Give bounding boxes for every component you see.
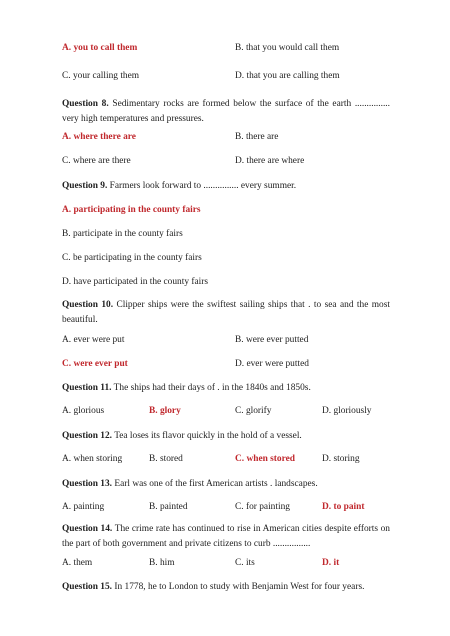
question-label: Question 13. [62, 479, 113, 489]
question-8 [62, 97, 390, 126]
option-a-correct: A. you to call them [62, 43, 138, 53]
option-b: B. were ever putted [235, 335, 309, 345]
option-a: A. ever were put [62, 335, 125, 345]
question-text: The ships had their days of . in the 1840s and 1850s. [111, 383, 311, 393]
option-a-correct: A. where there are [62, 132, 136, 142]
option-a: A. when storing [62, 454, 123, 464]
option-b: B. that you would call them [235, 43, 340, 53]
option-b: B. there are [235, 132, 279, 142]
option-b: B. painted [149, 502, 188, 512]
option-a: A. painting [62, 502, 105, 512]
question-text: Clipper ships were the swiftest sailing ships that . to sea and the most beautiful. [62, 300, 390, 325]
question-text: Farmers look forward to ............... every summer. [107, 181, 297, 191]
option-a: A. them [62, 558, 93, 568]
option-c: C. your calling them [62, 71, 140, 81]
option-b: B. him [149, 558, 175, 568]
question-label: Question 8. [62, 99, 109, 109]
option-d: D. gloriously [322, 406, 372, 416]
question-15 [62, 580, 390, 595]
option-c: C. be participating in the county fairs [62, 253, 202, 263]
option-d: D. have participated in the county fairs [62, 277, 209, 287]
question-text: Sedimentary rocks are formed below the surface of the earth ............... very high temperatures and pressures. [62, 99, 390, 124]
option-d: D. storing [322, 454, 360, 464]
option-d: D. ever were putted [235, 359, 309, 369]
question-label: Question 12. [62, 431, 113, 441]
question-label: Question 9. [62, 181, 108, 191]
option-c: C. where are there [62, 156, 131, 166]
question-14 [62, 522, 390, 551]
question-11 [62, 381, 390, 396]
question-label: Question 15. [62, 582, 113, 592]
question-text: Earl was one of the first American artists . landscapes. [112, 479, 318, 489]
option-c: C. its [235, 558, 255, 568]
question-text: In 1778, he to London to study with Benjamin West for four years. [112, 582, 365, 592]
option-d-correct: D. to paint [322, 502, 365, 512]
option-b-correct: B. glory [149, 406, 181, 416]
option-c-correct: C. were ever put [62, 359, 128, 369]
option-a: A. glorious [62, 406, 105, 416]
question-12 [62, 429, 390, 444]
option-d: D. there are where [235, 156, 305, 166]
question-text: The crime rate has continued to rise in American cities despite efforts on the part of both government and private citizens to curb ................ [62, 524, 390, 549]
option-b: B. participate in the county fairs [62, 229, 183, 239]
question-9 [62, 179, 390, 194]
option-c: C. glorify [235, 406, 272, 416]
option-c-correct: C. when stored [235, 454, 295, 464]
option-d: D. that you are calling them [235, 71, 340, 81]
option-a-correct: A. participating in the county fairs [62, 205, 201, 215]
option-c: C. for painting [235, 502, 290, 512]
question-10 [62, 298, 390, 327]
option-b: B. stored [149, 454, 183, 464]
question-13 [62, 477, 390, 492]
question-text: Tea loses its flavor quickly in the hold of a vessel. [112, 431, 302, 441]
question-label: Question 11. [62, 383, 112, 393]
question-label: Question 14. [62, 524, 113, 534]
option-d-correct: D. it [322, 558, 340, 568]
question-label: Question 10. [62, 300, 114, 310]
